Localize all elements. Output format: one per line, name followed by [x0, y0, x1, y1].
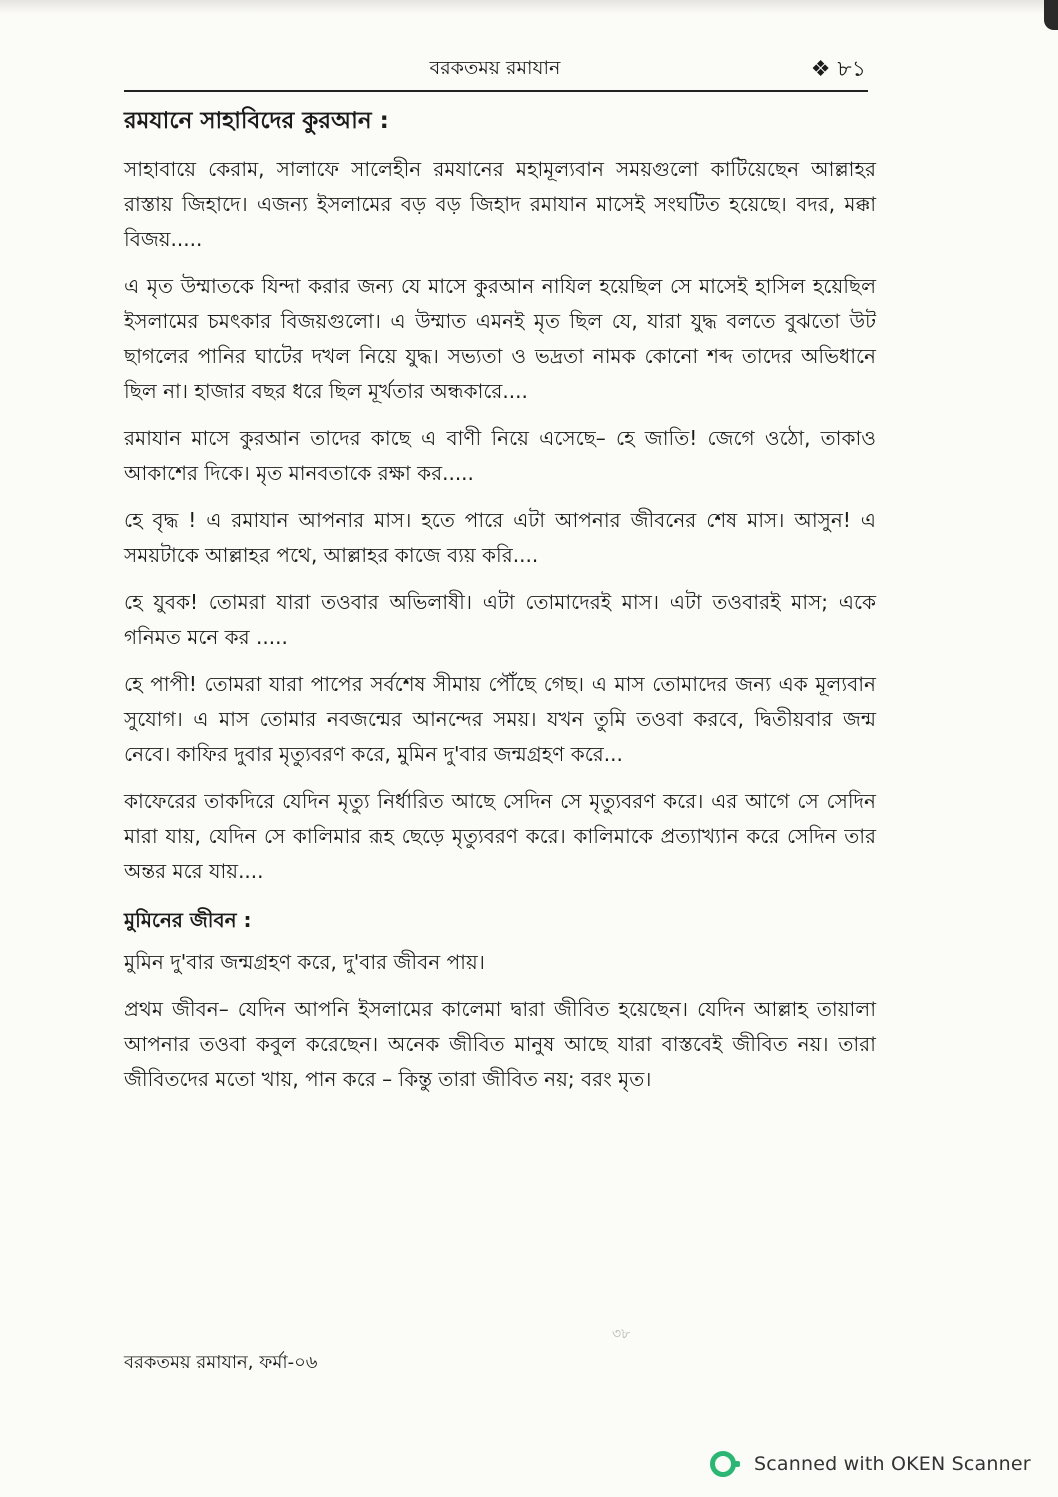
section-heading: রমযানে সাহাবিদের কুরআন :: [124, 108, 389, 134]
paragraph: হে যুবক! তোমরা যারা তওবার অভিলাষী। এটা তোমাদেরই মাস। এটা তওবারই মাস; একে গনিমত মনে কর .....: [124, 590, 876, 649]
paragraph: হে পাপী! তোমরা যারা পাপের সর্বশেষ সীমায় পৌঁছে গেছ। এ মাস তোমাদের জন্য এক মূল্যবান সুযোগ। এ মাস তোমার নবজন্মের আনন্দের সময়। যখন তুমি তওবা করবে, দ্বিতীয়বার জন্ম নেবে। কাফির দুবার মৃত্যুবরণ করে, মুমিন দু'বার জন্মগ্রহণ করে...: [124, 672, 876, 766]
paragraph: রমাযান মাসে কুরআন তাদের কাছে এ বাণী নিয়ে এসেছে– হে জাতি! জেগে ওঠো, তাকাও আকাশের দিকে। মৃত মানবতাকে রক্ষা কর.....: [124, 426, 876, 485]
form-signature: বরকতময় রমাযান, ফর্মা-০৬: [124, 1352, 318, 1373]
running-header-title: বরকতময় রমাযান: [429, 57, 561, 79]
page-corner-shadow: [1044, 0, 1058, 30]
scanner-label: Scanned with OKEN Scanner: [754, 1453, 1031, 1475]
section-heading: মুমিনের জীবন :: [124, 908, 252, 932]
page-content: [124, 104, 876, 1109]
scanner-watermark: [710, 1447, 1050, 1481]
page-number: ❖ ৮১: [810, 57, 866, 82]
paragraph: সাহাবায়ে কেরাম, সালাফে সালেহীন রমযানের মহামূল্যবান সময়গুলো কাটিয়েছেন আল্লাহর রাস্তায় জিহাদে। এজন্য ইসলামের বড় বড় জিহাদ রমাযান মাসেই সংঘটিত হয়েছে। বদর, মক্কা বিজয়.....: [124, 157, 876, 251]
paragraph: হে বৃদ্ধ ! এ রমাযান আপনার মাস। হতে পারে এটা আপনার জীবনের শেষ মাস। আসুন! এ সময়টাকে আল্লাহর পথে, আল্লাহর কাজে ব্যয় করি....: [124, 508, 876, 567]
page-top-edge: [0, 0, 1058, 14]
paragraph: প্রথম জীবন– যেদিন আপনি ইসলামের কালেমা দ্বারা জীবিত হয়েছেন। যেদিন আল্লাহ তায়ালা আপনার তওবা কবুল করেছেন। অনেক জীবিত মানুষ আছে যারা বাস্তবেই জীবিত নয়। তারা জীবিতদের মতো খায়, পান করে – কিন্তু তারা জীবিত নয়; বরং মৃত।: [124, 997, 876, 1091]
paragraph: এ মৃত উম্মাতকে যিন্দা করার জন্য যে মাসে কুরআন নাযিল হয়েছিল সে মাসেই হাসিল হয়েছিল ইসলামের চমৎকার বিজয়গুলো। এ উম্মাত এমনই মৃত ছিল যে, যারা যুদ্ধ বলতে বুঝতো উট ছাগলের পানির ঘাটের দখল নিয়ে যুদ্ধ। সভ্যতা ও ভদ্রতা নামক কোনো শব্দ তাদের অভিধানে ছিল না। হাজার বছর ধরে ছিল মূর্খতার অন্ধকারে....: [124, 274, 876, 403]
paragraph: মুমিন দু'বার জন্মগ্রহণ করে, দু'বার জীবন পায়।: [124, 950, 485, 974]
bleed-through-page-number: ৩৮: [612, 1326, 631, 1342]
running-header: [120, 50, 870, 86]
header-rule: [124, 90, 868, 92]
scanner-logo-icon: [710, 1451, 736, 1477]
paragraph: কাফেরের তাকদিরে যেদিন মৃত্যু নির্ধারিত আছে সেদিন সে মৃত্যুবরণ করে। এর আগে সে সেদিন মারা যায়, যেদিন সে কালিমার রূহ ছেড়ে মৃত্যুবরণ করে। কালিমাকে প্রত্যাখ্যান করে সেদিন তার অন্তর মরে যায়....: [124, 789, 876, 883]
